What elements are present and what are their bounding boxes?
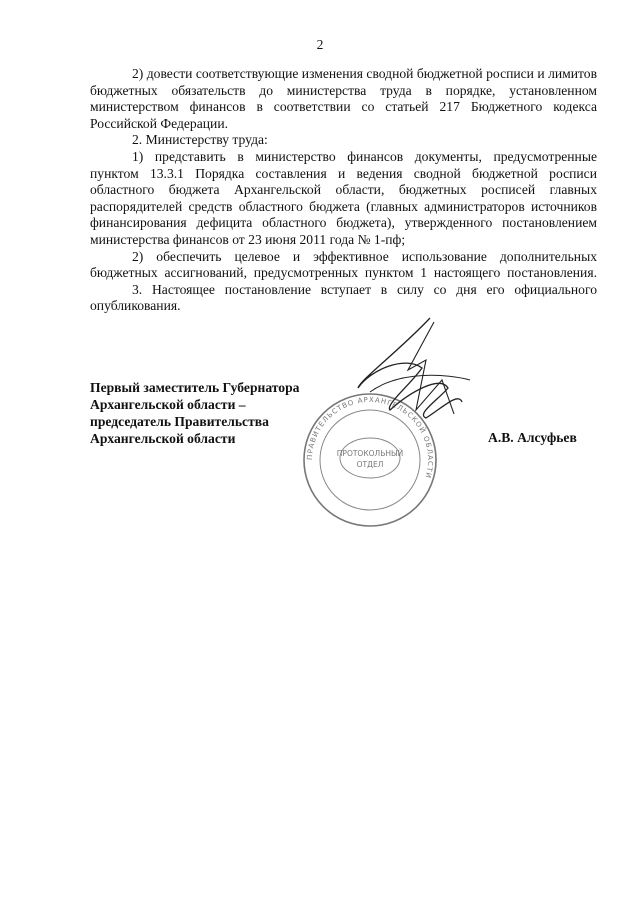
paragraph-2: 2. Министерству труда: (132, 132, 268, 148)
paragraph-3: 1) представить в министерство финансов документы, предусмотренные пунктом 13.3.1 Порядка составления и ведения сводной бюджетной росписи областного бюджета Архангельской области, бюджетных росписей главных распорядителей средств областного бюджета (главных администраторов источников финансирования дефицита областного бюджета), утвержденного постановлением министерства финансов от 23 июня 2011 года № 1-пф; (90, 148, 597, 247)
signatory-title-line-4: Архангельской области (90, 431, 236, 446)
stamp-outer-text: ПРАВИТЕЛЬСТВО АРХАНГЕЛЬСКОЙ ОБЛАСТИ (305, 395, 435, 480)
stamp-inner-text-2: ОТДЕЛ (356, 460, 384, 469)
paragraph-4: 2) обеспечить целевое и эффективное использование дополнительных бюджетных ассигнований, предусмотренных пунктом 1 настоящего постановления. (90, 248, 597, 281)
paragraph-1: 2) довести соответствующие изменения сводной бюджетной росписи и лимитов бюджетных обязательств до министерства труда в порядке, установленном министерством финансов в соответствии со статьей 217 Бюджетного кодекса Российской Федерации. (90, 66, 597, 131)
signer-name: А.В. Алсуфьев (488, 430, 577, 445)
signatory-title-line-1: Первый заместитель Губернатора (90, 380, 300, 395)
signatory-title-line-3: председатель Правительства (90, 414, 269, 429)
stamp-inner-text-1: ПРОТОКОЛЬНЫЙ (336, 449, 404, 458)
paragraph-5: 3. Настоящее постановление вступает в силу со дня его официального опубликования. (90, 281, 597, 314)
handwritten-signature (330, 310, 490, 430)
page-number: 2 (316, 37, 324, 52)
signature-block (90, 379, 299, 447)
document-body (90, 66, 597, 315)
signatory-title-line-2: Архангельской области – (90, 397, 246, 412)
